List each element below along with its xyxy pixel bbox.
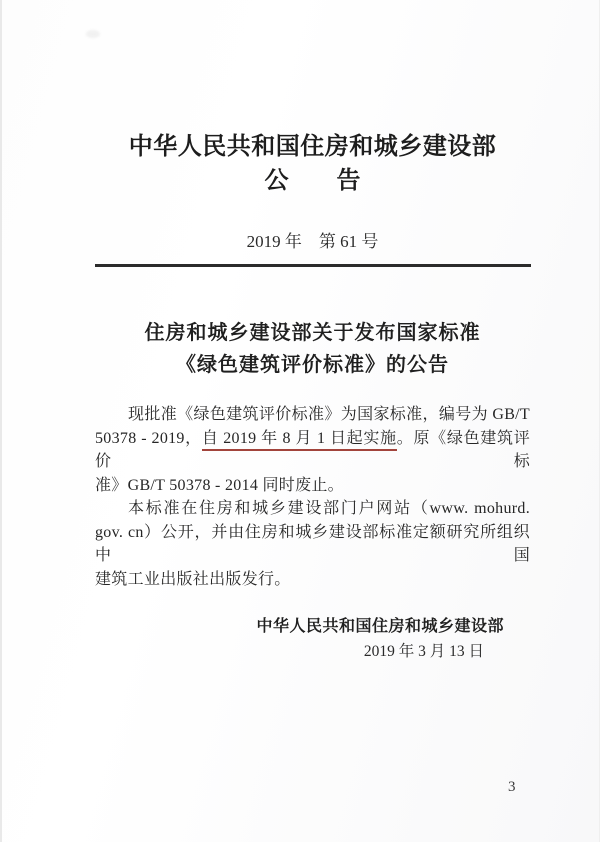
paragraph1-line3: 准》GB/T 50378 - 2014 同时废止。 — [95, 476, 344, 494]
paragraph2-line3: 建筑工业出版社出版发行。 — [95, 570, 291, 588]
ministry-title: 中华人民共和国住房和城乡建设部 — [128, 134, 497, 160]
header-divider-rule — [95, 264, 531, 267]
document-content — [95, 0, 530, 663]
subtitle-line-1: 住房和城乡建设部关于发布国家标准 — [144, 322, 481, 344]
signature-date: 2019 年 3 月 13 日 — [363, 643, 484, 660]
announcement-subtitle — [95, 317, 530, 381]
issue-number: 2019 年 第 61 号 — [246, 232, 379, 251]
signature-block — [95, 616, 530, 663]
signature-ministry-name: 中华人民共和国住房和城乡建设部 — [256, 618, 504, 635]
notice-title: 公 告 — [264, 168, 361, 194]
paragraph1-line1: 现批准《绿色建筑评价标准》为国家标准，编号为 GB/T — [128, 406, 530, 423]
effective-date-underlined: 自 2019 年 8 月 1 日起实施 — [202, 430, 397, 451]
subtitle-line-2: 《绿色建筑评价标准》的公告 — [176, 354, 449, 376]
page-number: 3 — [508, 779, 516, 795]
paragraph2-line2: gov. cn）公开，并由住房和城乡建设部标准定额研究所组织中国 — [95, 523, 530, 564]
paragraph1-line2-post: 。原《绿色建筑评价标 — [95, 429, 530, 470]
paragraph2-line1: 本标准在住房和城乡建设部门户网站（www. mohurd. — [128, 500, 530, 517]
announcement-body — [95, 403, 530, 591]
paragraph1-line2-pre: 50378 - 2019， — [95, 429, 202, 447]
paragraph1-line2 — [95, 427, 530, 474]
